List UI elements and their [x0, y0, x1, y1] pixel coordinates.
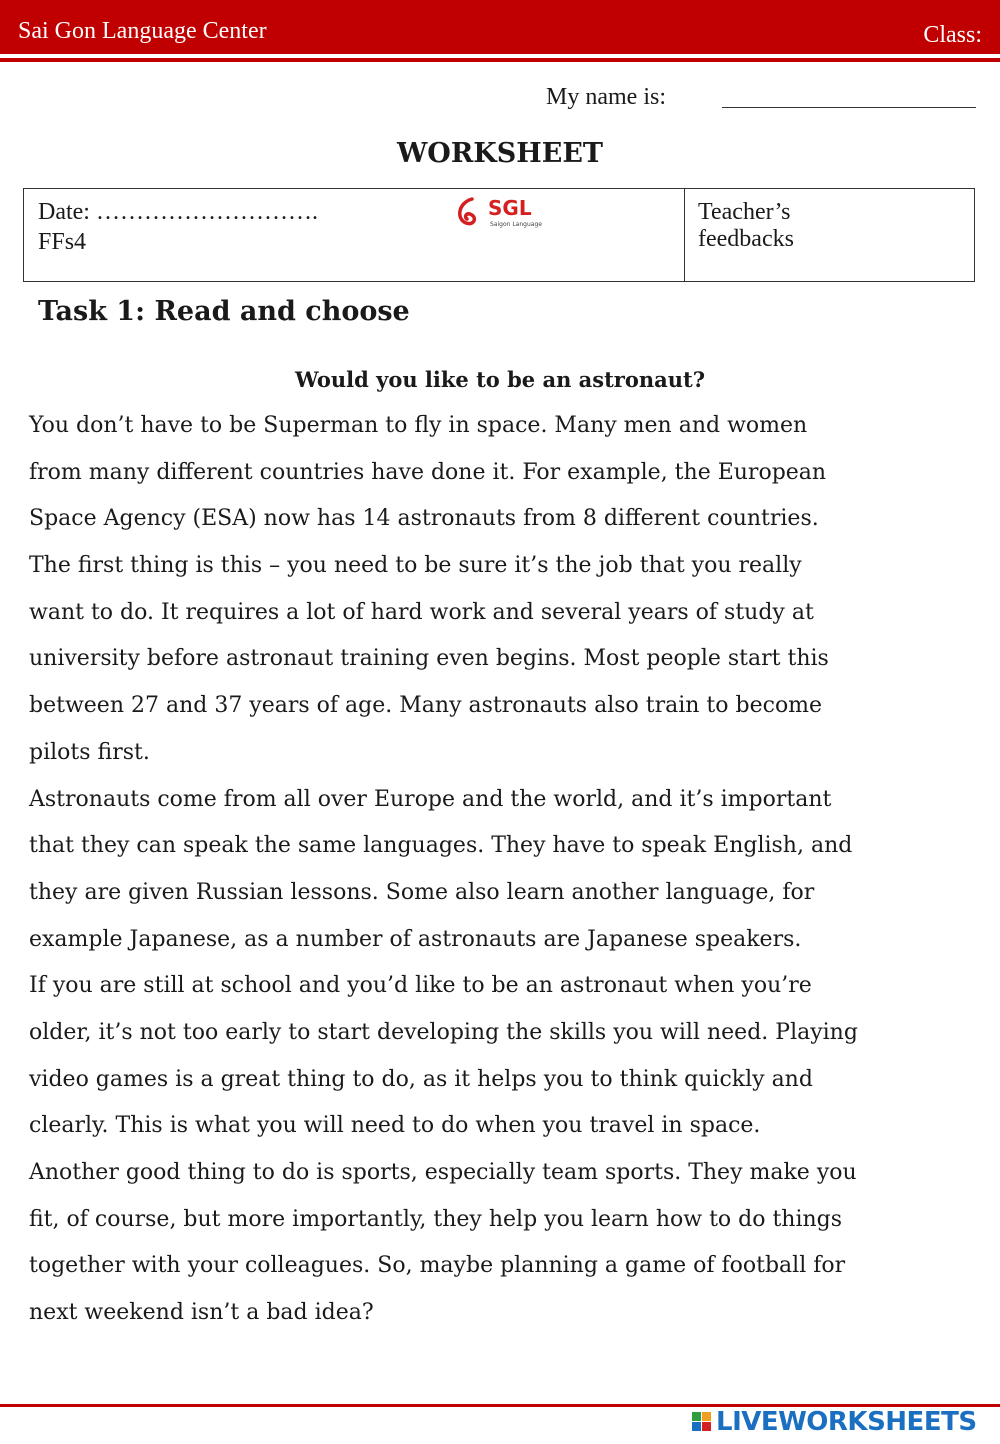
name-label: My name is:: [546, 84, 666, 110]
info-table: [23, 188, 975, 282]
passage-line: clearly. This is what you will need to do when you travel in space.: [29, 1113, 761, 1139]
passage-line: You don’t have to be Superman to fly in space. Many men and women: [29, 413, 808, 438]
class-label: Class:: [923, 22, 982, 48]
passage-line: example Japanese, as a number of astronauts are Japanese speakers.: [29, 926, 802, 952]
liveworksheets-icon: [690, 1406, 714, 1440]
passage-line: that they can speak the same languages. They have to speak English, and: [29, 833, 853, 859]
passage-line: older, it’s not too early to start developing the skills you will need. Playing: [29, 1019, 858, 1045]
date-field: Date: ……………………….: [38, 199, 318, 225]
passage-line: Another good thing to do is sports, especially team sports. They make you: [29, 1160, 857, 1185]
passage-line: they are given Russian lessons. Some also learn another language, for: [29, 879, 815, 905]
logo-subtext: Saigon Language: [490, 221, 542, 228]
passage-title: Would you like to be an astronaut?: [295, 367, 705, 392]
passage-line: together with your colleagues. So, maybe planning a game of football for: [29, 1253, 846, 1279]
center-name: Sai Gon Language Center: [18, 18, 267, 44]
passage-line: Space Agency (ESA) now has 14 astronauts from 8 different countries.: [29, 506, 819, 532]
passage-line: university before astronaut training even begins. Most people start this: [29, 646, 829, 672]
passage-line: want to do. It requires a lot of hard work and several years of study at: [29, 599, 814, 625]
passage-line: from many different countries have done it. For example, the European: [29, 459, 827, 485]
passage-line: Astronauts come from all over Europe and the world, and it’s important: [29, 786, 832, 812]
passage-line: between 27 and 37 years of age. Many astronauts also train to become: [29, 693, 823, 719]
task-title: Task 1: Read and choose: [38, 296, 410, 327]
header-divider: [0, 58, 1000, 62]
name-blank-line[interactable]: [722, 107, 976, 108]
info-left-cell: [24, 189, 794, 281]
logo-text: SGL: [488, 196, 532, 220]
worksheet-title: WORKSHEET: [396, 138, 603, 169]
reading-passage: [29, 403, 989, 1337]
passage-line: The first thing is this – you need to be sure it’s the job that you really: [29, 553, 802, 579]
header-bar: [0, 0, 1000, 54]
passage-line: pilots first.: [29, 739, 150, 765]
passage-line: next weekend isn’t a bad idea?: [29, 1300, 374, 1326]
sgl-logo: [454, 193, 554, 233]
passage-line: video games is a great thing to do, as it helps you to think quickly and: [29, 1066, 813, 1092]
teacher-feedback-label: Teacher’s feedbacks: [698, 199, 794, 252]
passage-line: fit, of course, but more importantly, they help you learn how to do things: [29, 1206, 843, 1232]
worksheet-code: FFs4: [38, 229, 87, 255]
liveworksheets-brand[interactable]: LIVEWORKSHEETS: [716, 1407, 977, 1437]
passage-line: If you are still at school and you’d like to be an astronaut when you’re: [29, 973, 812, 999]
